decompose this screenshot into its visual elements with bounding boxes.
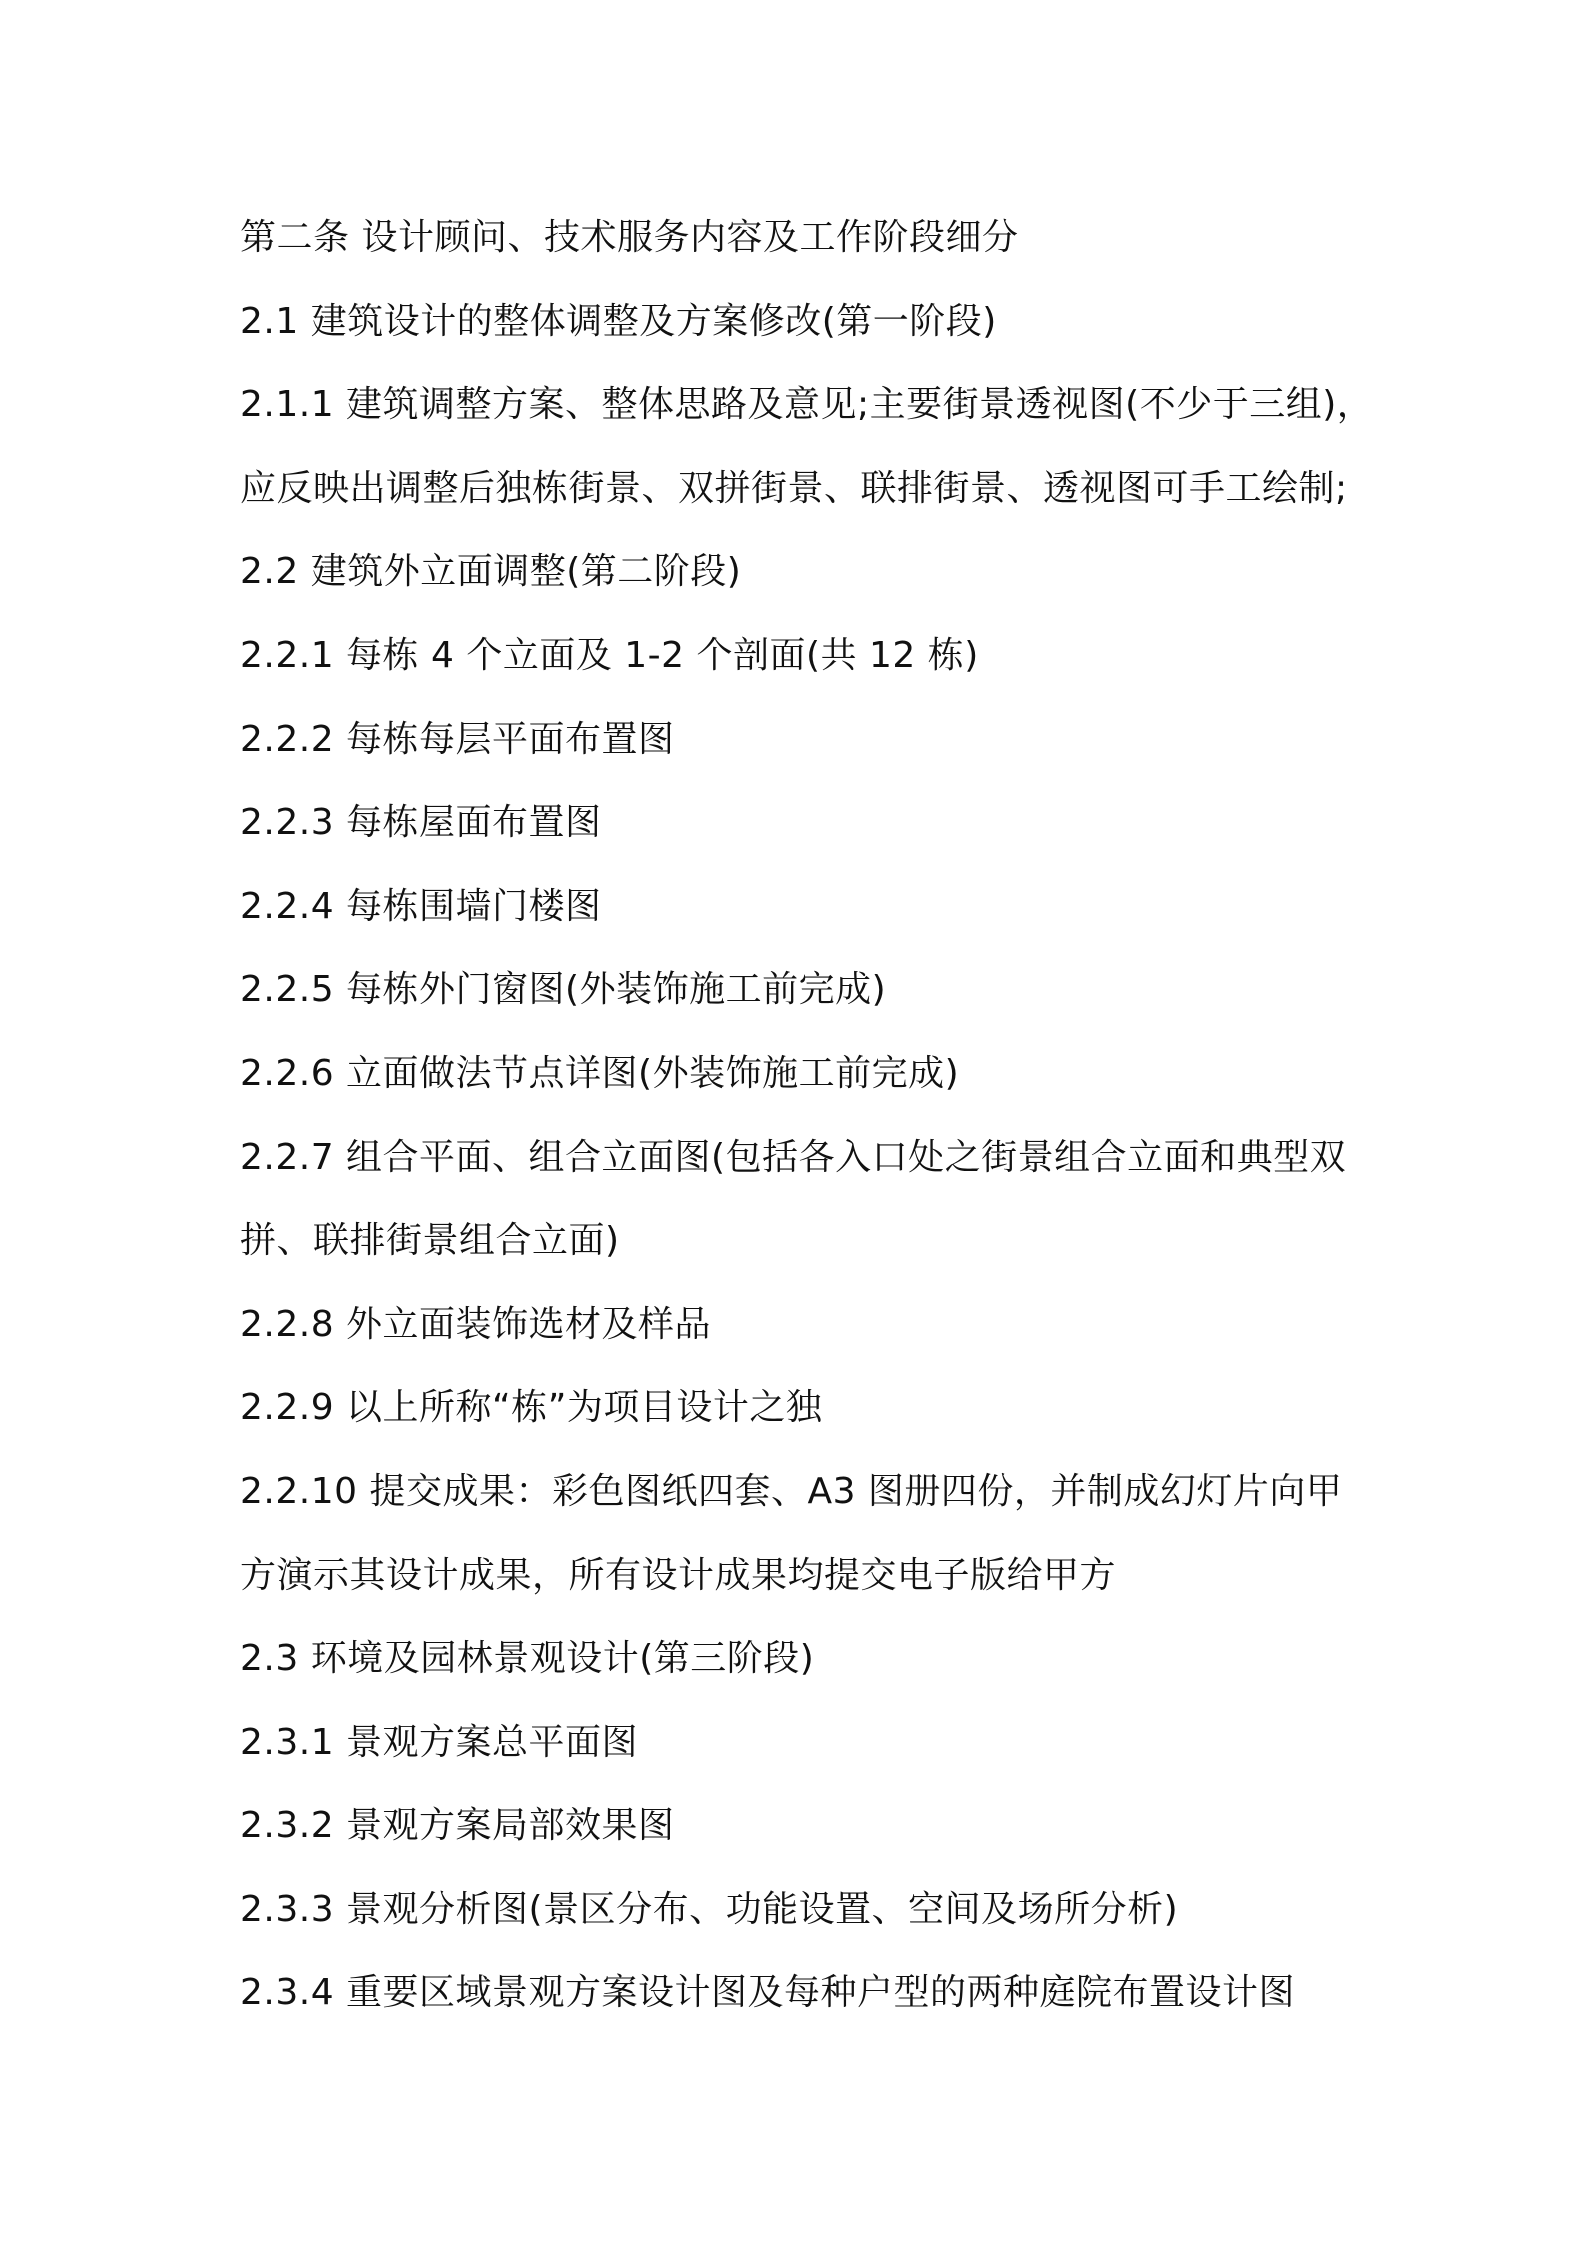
- document-body: [240, 196, 1380, 2035]
- subsection-heading: 2.2 建筑外立面调整(第二阶段): [240, 551, 742, 593]
- paragraph-line: 2.3.4 重要区域景观方案设计图及每种户型的两种庭院布置设计图: [240, 1972, 1296, 2014]
- paragraph-line: 2.2.10 提交成果：彩色图纸四套、A3 图册四份，并制成幻灯片向甲: [240, 1470, 1343, 1512]
- paragraph-line: 2.2.7 组合平面、组合立面图(包括各入口处之街景组合立面和典型双: [240, 1136, 1347, 1178]
- paragraph-line: 2.2.3 每栋屋面布置图: [240, 802, 602, 844]
- paragraph-line: 应反映出调整后独栋街景、双拼街景、联排街景、透视图可手工绘制;: [240, 467, 1348, 509]
- paragraph-line: 方演示其设计成果，所有设计成果均提交电子版给甲方: [240, 1554, 1117, 1596]
- paragraph-line: 2.2.5 每栋外门窗图(外装饰施工前完成): [240, 969, 887, 1011]
- subsection-heading: 2.3 环境及园林景观设计(第三阶段): [240, 1638, 815, 1680]
- paragraph-line: 2.2.6 立面做法节点详图(外装饰施工前完成): [240, 1052, 960, 1094]
- subsection-heading: 2.1 建筑设计的整体调整及方案修改(第一阶段): [240, 300, 997, 342]
- paragraph-line: 2.2.1 每栋 4 个立面及 1-2 个剖面(共 12 栋): [240, 634, 979, 676]
- paragraph-line: 2.1.1 建筑调整方案、整体思路及意见;主要街景透视图(不少于三组)，: [240, 384, 1374, 426]
- paragraph-line: 2.2.9 以上所称“栋”为项目设计之独: [240, 1387, 823, 1429]
- paragraph-line: 2.3.2 景观方案局部效果图: [240, 1805, 675, 1847]
- section-heading: 第二条 设计顾问、技术服务内容及工作阶段细分: [240, 217, 1019, 258]
- paragraph-line: 2.2.2 每栋每层平面布置图: [240, 718, 675, 760]
- paragraph-line: 2.3.1 景观方案总平面图: [240, 1721, 639, 1763]
- paragraph-line: 拼、联排街景组合立面): [240, 1220, 620, 1262]
- paragraph-line: 2.2.4 每栋围墙门楼图: [240, 885, 602, 927]
- paragraph-line: 2.3.3 景观分析图(景区分布、功能设置、空间及场所分析): [240, 1888, 1179, 1930]
- paragraph-line: 2.2.8 外立面装饰选材及样品: [240, 1303, 712, 1345]
